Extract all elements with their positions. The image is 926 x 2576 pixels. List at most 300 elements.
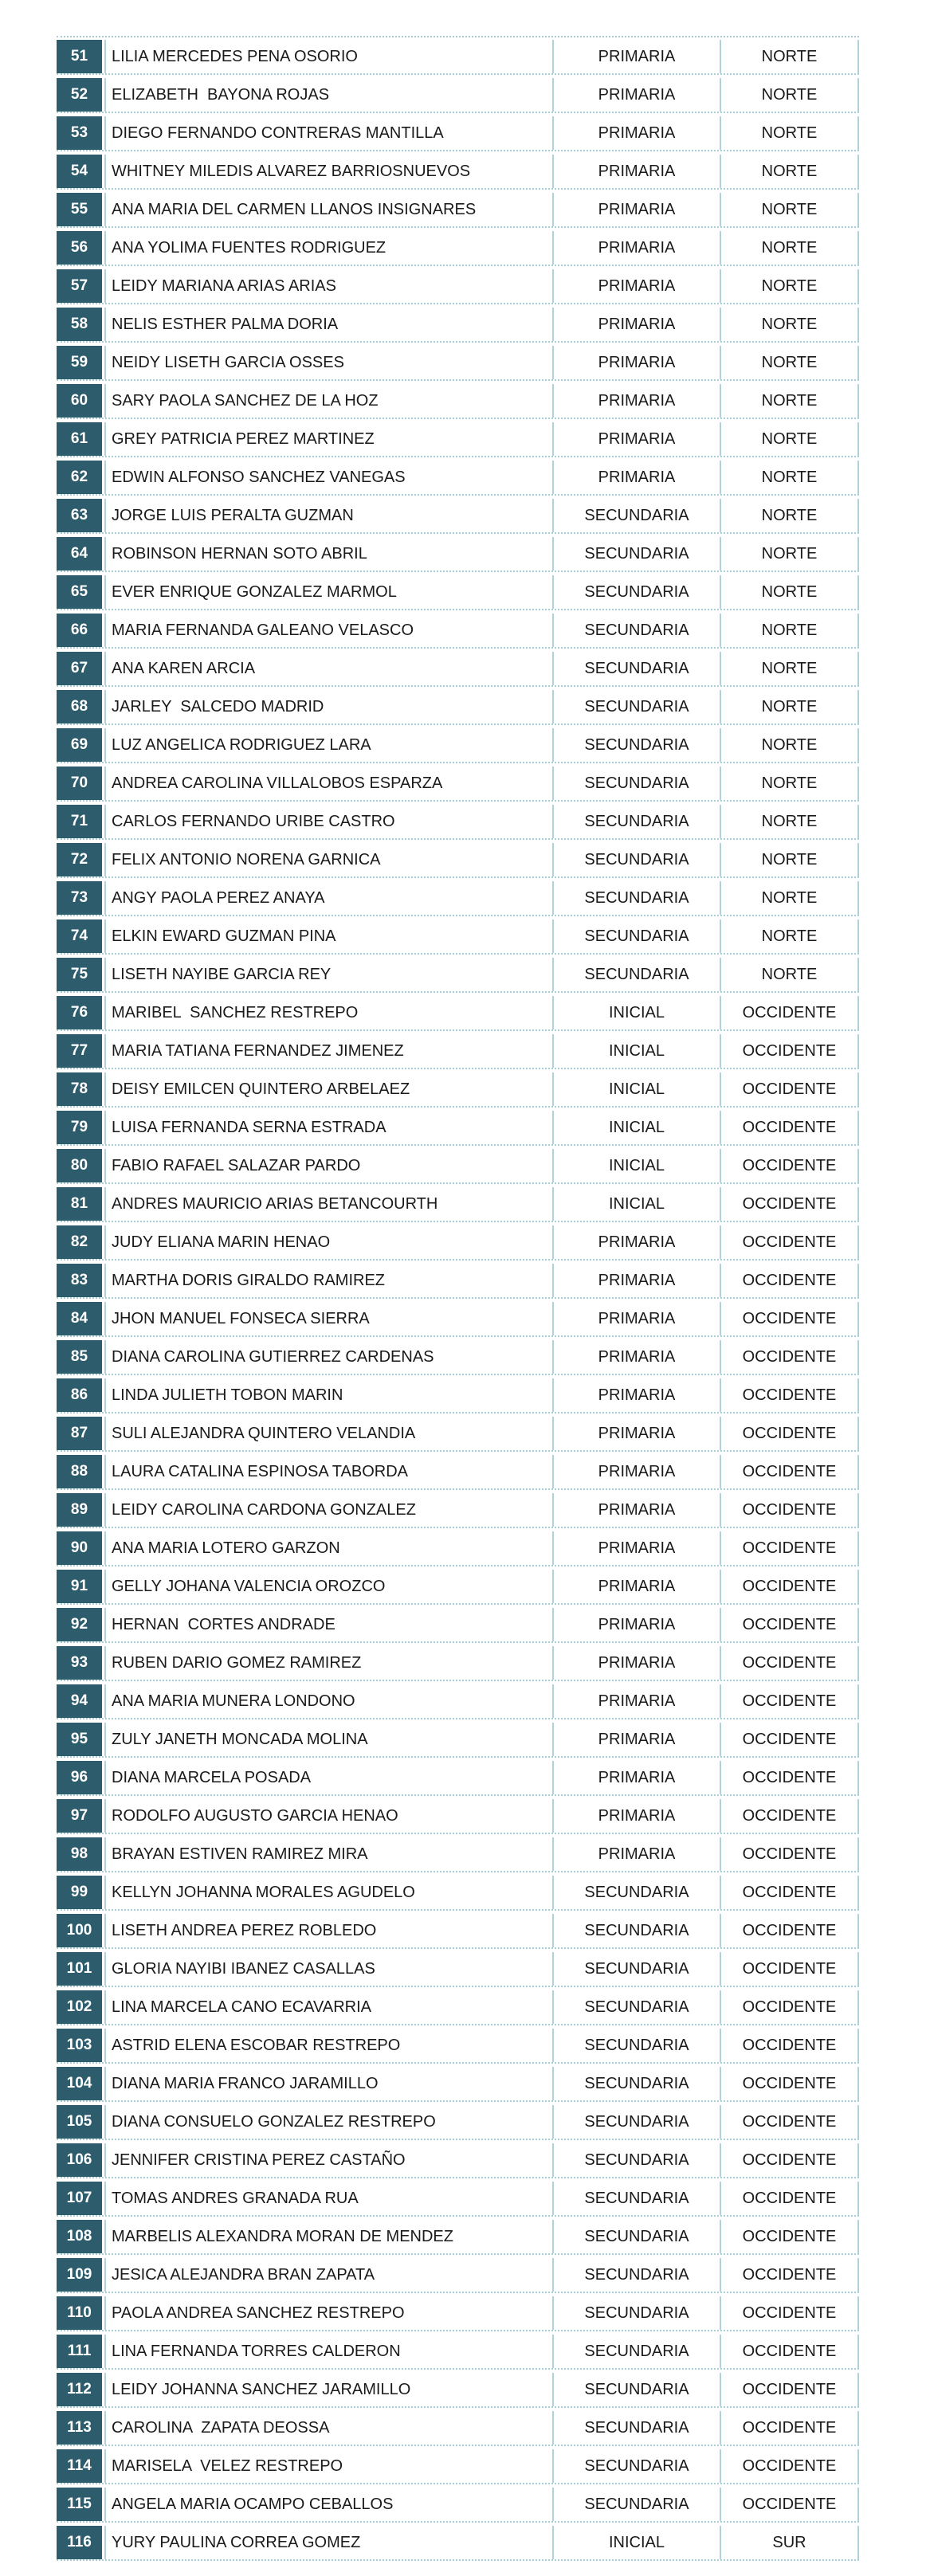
row-region-cell: OCCIDENTE — [720, 1914, 859, 1947]
row-name-cell: ANA YOLIMA FUENTES RODRIGUEZ — [104, 231, 552, 265]
row-name-cell: GELLY JOHANA VALENCIA OROZCO — [104, 1570, 552, 1603]
row-region-cell: NORTE — [720, 40, 859, 73]
row-name-cell: MARIA TATIANA FERNANDEZ JIMENEZ — [104, 1034, 552, 1068]
table-row — [57, 499, 859, 534]
row-name-cell: ANA KAREN ARCIA — [104, 652, 552, 685]
row-number-cell: 73 — [57, 881, 102, 915]
row-name-cell: DIANA CAROLINA GUTIERREZ CARDENAS — [104, 1340, 552, 1374]
row-number-cell: 65 — [57, 575, 102, 609]
row-level-cell: PRIMARIA — [552, 40, 720, 73]
table-row — [57, 422, 859, 457]
row-name-cell: LAURA CATALINA ESPINOSA TABORDA — [104, 1455, 552, 1488]
row-region-cell: NORTE — [720, 767, 859, 800]
row-number-cell: 102 — [57, 1990, 102, 2024]
row-name-cell: GREY PATRICIA PEREZ MARTINEZ — [104, 422, 552, 456]
row-level-cell: SECUNDARIA — [552, 919, 720, 953]
row-name-cell: MARTHA DORIS GIRALDO RAMIREZ — [104, 1264, 552, 1297]
row-region-cell: OCCIDENTE — [720, 2029, 859, 2062]
table-row — [57, 1417, 859, 1452]
row-level-cell: SECUNDARIA — [552, 881, 720, 915]
row-region-cell: OCCIDENTE — [720, 1876, 859, 1909]
row-name-cell: DIEGO FERNANDO CONTRERAS MANTILLA — [104, 116, 552, 150]
row-name-cell: ASTRID ELENA ESCOBAR RESTREPO — [104, 2029, 552, 2062]
table-row — [57, 614, 859, 649]
table-row — [57, 1646, 859, 1681]
row-region-cell: NORTE — [720, 843, 859, 876]
row-number-cell: 68 — [57, 690, 102, 723]
table-row — [57, 652, 859, 687]
row-region-cell: OCCIDENTE — [720, 1493, 859, 1527]
table-row — [57, 767, 859, 802]
table-row — [57, 2526, 859, 2561]
row-region-cell: NORTE — [720, 958, 859, 991]
table-row — [57, 231, 859, 266]
row-level-cell: INICIAL — [552, 1111, 720, 1144]
row-level-cell: PRIMARIA — [552, 1340, 720, 1374]
table-row — [57, 2411, 859, 2446]
table-row — [57, 193, 859, 228]
row-name-cell: GLORIA NAYIBI IBANEZ CASALLAS — [104, 1952, 552, 1986]
row-level-cell: SECUNDARIA — [552, 2029, 720, 2062]
row-number-cell: 78 — [57, 1072, 102, 1106]
row-name-cell: TOMAS ANDRES GRANADA RUA — [104, 2182, 552, 2215]
row-number-cell: 56 — [57, 231, 102, 265]
row-region-cell: OCCIDENTE — [720, 1149, 859, 1182]
row-level-cell: INICIAL — [552, 1187, 720, 1221]
row-region-cell: NORTE — [720, 116, 859, 150]
row-name-cell: JUDY ELIANA MARIN HENAO — [104, 1225, 552, 1259]
row-name-cell: ANA MARIA DEL CARMEN LLANOS INSIGNARES — [104, 193, 552, 226]
row-level-cell: PRIMARIA — [552, 1493, 720, 1527]
row-number-cell: 85 — [57, 1340, 102, 1374]
row-name-cell: ANA MARIA MUNERA LONDONO — [104, 1684, 552, 1718]
table-row — [57, 1493, 859, 1528]
table-row — [57, 1455, 859, 1490]
row-level-cell: SECUNDARIA — [552, 537, 720, 570]
row-number-cell: 105 — [57, 2105, 102, 2139]
row-number-cell: 94 — [57, 1684, 102, 1718]
table-row — [57, 1034, 859, 1069]
row-number-cell: 89 — [57, 1493, 102, 1527]
row-level-cell: PRIMARIA — [552, 1455, 720, 1488]
table-row — [57, 881, 859, 916]
row-level-cell: SECUNDARIA — [552, 1876, 720, 1909]
row-region-cell: NORTE — [720, 805, 859, 838]
table-row — [57, 690, 859, 725]
row-number-cell: 111 — [57, 2335, 102, 2368]
table-row — [57, 728, 859, 763]
table-row — [57, 2029, 859, 2064]
row-number-cell: 70 — [57, 767, 102, 800]
row-level-cell: INICIAL — [552, 996, 720, 1029]
row-name-cell: CAROLINA ZAPATA DEOSSA — [104, 2411, 552, 2445]
row-number-cell: 54 — [57, 155, 102, 188]
row-number-cell: 95 — [57, 1723, 102, 1756]
row-number-cell: 64 — [57, 537, 102, 570]
table-row — [57, 1264, 859, 1299]
row-name-cell: NEIDY LISETH GARCIA OSSES — [104, 346, 552, 379]
table-row — [57, 1723, 859, 1758]
row-level-cell: SECUNDARIA — [552, 614, 720, 647]
row-level-cell: SECUNDARIA — [552, 652, 720, 685]
row-region-cell: NORTE — [720, 499, 859, 532]
row-number-cell: 61 — [57, 422, 102, 456]
row-level-cell: SECUNDARIA — [552, 690, 720, 723]
row-name-cell: LINA MARCELA CANO ECAVARRIA — [104, 1990, 552, 2024]
row-level-cell: SECUNDARIA — [552, 575, 720, 609]
row-region-cell: OCCIDENTE — [720, 1570, 859, 1603]
row-region-cell: NORTE — [720, 537, 859, 570]
row-number-cell: 60 — [57, 384, 102, 418]
row-name-cell: YURY PAULINA CORREA GOMEZ — [104, 2526, 552, 2559]
row-number-cell: 74 — [57, 919, 102, 953]
row-name-cell: ZULY JANETH MONCADA MOLINA — [104, 1723, 552, 1756]
row-name-cell: ANDRES MAURICIO ARIAS BETANCOURTH — [104, 1187, 552, 1221]
row-number-cell: 99 — [57, 1876, 102, 1909]
row-region-cell: OCCIDENTE — [720, 2373, 859, 2406]
row-level-cell: SECUNDARIA — [552, 2488, 720, 2521]
row-region-cell: NORTE — [720, 690, 859, 723]
row-level-cell: PRIMARIA — [552, 1723, 720, 1756]
row-name-cell: LILIA MERCEDES PENA OSORIO — [104, 40, 552, 73]
row-level-cell: SECUNDARIA — [552, 958, 720, 991]
row-name-cell: LINA FERNANDA TORRES CALDERON — [104, 2335, 552, 2368]
row-number-cell: 69 — [57, 728, 102, 762]
roster-table — [57, 36, 859, 2564]
row-region-cell: OCCIDENTE — [720, 1302, 859, 1335]
row-number-cell: 91 — [57, 1570, 102, 1603]
row-region-cell: OCCIDENTE — [720, 1646, 859, 1680]
row-level-cell: PRIMARIA — [552, 346, 720, 379]
table-row — [57, 1876, 859, 1911]
table-row — [57, 996, 859, 1031]
row-name-cell: ROBINSON HERNAN SOTO ABRIL — [104, 537, 552, 570]
row-name-cell: LINDA JULIETH TOBON MARIN — [104, 1378, 552, 1412]
row-level-cell: PRIMARIA — [552, 1799, 720, 1833]
row-region-cell: OCCIDENTE — [720, 1455, 859, 1488]
row-number-cell: 116 — [57, 2526, 102, 2559]
row-name-cell: LISETH ANDREA PEREZ ROBLEDO — [104, 1914, 552, 1947]
row-region-cell: NORTE — [720, 346, 859, 379]
row-number-cell: 110 — [57, 2296, 102, 2330]
row-level-cell: PRIMARIA — [552, 1225, 720, 1259]
row-level-cell: SECUNDARIA — [552, 767, 720, 800]
table-row — [57, 1952, 859, 1987]
row-level-cell: SECUNDARIA — [552, 2143, 720, 2177]
table-row — [57, 40, 859, 75]
row-name-cell: CARLOS FERNANDO URIBE CASTRO — [104, 805, 552, 838]
table-row — [57, 843, 859, 878]
row-region-cell: NORTE — [720, 575, 859, 609]
row-region-cell: OCCIDENTE — [720, 1225, 859, 1259]
row-region-cell: SUR — [720, 2526, 859, 2559]
row-name-cell: DIANA MARCELA POSADA — [104, 1761, 552, 1794]
row-name-cell: LUZ ANGELICA RODRIGUEZ LARA — [104, 728, 552, 762]
row-region-cell: NORTE — [720, 78, 859, 112]
row-name-cell: NELIS ESTHER PALMA DORIA — [104, 308, 552, 341]
row-level-cell: SECUNDARIA — [552, 2296, 720, 2330]
table-row — [57, 384, 859, 419]
row-name-cell: RUBEN DARIO GOMEZ RAMIREZ — [104, 1646, 552, 1680]
row-name-cell: JENNIFER CRISTINA PEREZ CASTAÑO — [104, 2143, 552, 2177]
row-name-cell: ANGY PAOLA PEREZ ANAYA — [104, 881, 552, 915]
row-number-cell: 104 — [57, 2067, 102, 2100]
table-row — [57, 2449, 859, 2484]
row-name-cell: LUISA FERNANDA SERNA ESTRADA — [104, 1111, 552, 1144]
row-name-cell: FELIX ANTONIO NORENA GARNICA — [104, 843, 552, 876]
row-level-cell: PRIMARIA — [552, 193, 720, 226]
row-level-cell: SECUNDARIA — [552, 2335, 720, 2368]
row-name-cell: ELIZABETH BAYONA ROJAS — [104, 78, 552, 112]
row-region-cell: NORTE — [720, 155, 859, 188]
row-region-cell: OCCIDENTE — [720, 2296, 859, 2330]
table-row — [57, 78, 859, 113]
table-row — [57, 958, 859, 993]
table-row — [57, 1837, 859, 1872]
row-number-cell: 82 — [57, 1225, 102, 1259]
row-region-cell: OCCIDENTE — [720, 2258, 859, 2292]
table-row — [57, 2220, 859, 2255]
row-name-cell: DEISY EMILCEN QUINTERO ARBELAEZ — [104, 1072, 552, 1106]
row-name-cell: ANDREA CAROLINA VILLALOBOS ESPARZA — [104, 767, 552, 800]
row-region-cell: NORTE — [720, 919, 859, 953]
row-number-cell: 77 — [57, 1034, 102, 1068]
row-region-cell: NORTE — [720, 231, 859, 265]
row-region-cell: OCCIDENTE — [720, 1723, 859, 1756]
table-row — [57, 308, 859, 343]
row-level-cell: SECUNDARIA — [552, 1990, 720, 2024]
row-region-cell: NORTE — [720, 652, 859, 685]
row-number-cell: 86 — [57, 1378, 102, 1412]
row-region-cell: OCCIDENTE — [720, 2182, 859, 2215]
table-row — [57, 1340, 859, 1375]
row-number-cell: 103 — [57, 2029, 102, 2062]
row-number-cell: 62 — [57, 461, 102, 494]
row-level-cell: PRIMARIA — [552, 1417, 720, 1450]
row-number-cell: 51 — [57, 40, 102, 73]
row-name-cell: MARIBEL SANCHEZ RESTREPO — [104, 996, 552, 1029]
row-name-cell: LISETH NAYIBE GARCIA REY — [104, 958, 552, 991]
row-level-cell: INICIAL — [552, 1072, 720, 1106]
row-number-cell: 113 — [57, 2411, 102, 2445]
table-row — [57, 1608, 859, 1643]
row-level-cell: PRIMARIA — [552, 308, 720, 341]
table-row — [57, 805, 859, 840]
row-number-cell: 107 — [57, 2182, 102, 2215]
row-level-cell: SECUNDARIA — [552, 2411, 720, 2445]
row-level-cell: SECUNDARIA — [552, 2067, 720, 2100]
row-number-cell: 108 — [57, 2220, 102, 2253]
table-row — [57, 2373, 859, 2408]
row-level-cell: PRIMARIA — [552, 155, 720, 188]
row-name-cell: DIANA CONSUELO GONZALEZ RESTREPO — [104, 2105, 552, 2139]
row-region-cell: OCCIDENTE — [720, 2488, 859, 2521]
row-name-cell: KELLYN JOHANNA MORALES AGUDELO — [104, 1876, 552, 1909]
row-level-cell: PRIMARIA — [552, 1302, 720, 1335]
row-region-cell: OCCIDENTE — [720, 1187, 859, 1221]
row-region-cell: OCCIDENTE — [720, 1072, 859, 1106]
row-number-cell: 98 — [57, 1837, 102, 1871]
table-row — [57, 1799, 859, 1834]
row-name-cell: JARLEY SALCEDO MADRID — [104, 690, 552, 723]
row-number-cell: 58 — [57, 308, 102, 341]
row-name-cell: SULI ALEJANDRA QUINTERO VELANDIA — [104, 1417, 552, 1450]
row-level-cell: PRIMARIA — [552, 116, 720, 150]
row-region-cell: NORTE — [720, 308, 859, 341]
row-number-cell: 109 — [57, 2258, 102, 2292]
row-number-cell: 66 — [57, 614, 102, 647]
row-level-cell: PRIMARIA — [552, 1837, 720, 1871]
row-level-cell: PRIMARIA — [552, 1378, 720, 1412]
row-region-cell: NORTE — [720, 269, 859, 303]
row-level-cell: SECUNDARIA — [552, 2373, 720, 2406]
row-number-cell: 96 — [57, 1761, 102, 1794]
row-name-cell: ANGELA MARIA OCAMPO CEBALLOS — [104, 2488, 552, 2521]
row-region-cell: OCCIDENTE — [720, 1952, 859, 1986]
table-row — [57, 537, 859, 572]
row-number-cell: 52 — [57, 78, 102, 112]
row-number-cell: 100 — [57, 1914, 102, 1947]
row-level-cell: PRIMARIA — [552, 384, 720, 418]
row-level-cell: PRIMARIA — [552, 269, 720, 303]
row-number-cell: 57 — [57, 269, 102, 303]
table-row — [57, 2488, 859, 2523]
row-name-cell: ANA MARIA LOTERO GARZON — [104, 1531, 552, 1565]
row-level-cell: SECUNDARIA — [552, 499, 720, 532]
row-region-cell: OCCIDENTE — [720, 1340, 859, 1374]
row-number-cell: 67 — [57, 652, 102, 685]
row-number-cell: 93 — [57, 1646, 102, 1680]
table-row — [57, 155, 859, 190]
table-row — [57, 1187, 859, 1222]
table-row — [57, 1914, 859, 1949]
row-number-cell: 59 — [57, 346, 102, 379]
table-row — [57, 1378, 859, 1413]
row-region-cell: NORTE — [720, 881, 859, 915]
table-row — [57, 919, 859, 955]
row-name-cell: EDWIN ALFONSO SANCHEZ VANEGAS — [104, 461, 552, 494]
row-level-cell: PRIMARIA — [552, 1608, 720, 1641]
row-level-cell: INICIAL — [552, 1034, 720, 1068]
row-number-cell: 92 — [57, 1608, 102, 1641]
row-level-cell: SECUNDARIA — [552, 2220, 720, 2253]
row-region-cell: OCCIDENTE — [720, 1417, 859, 1450]
row-region-cell: OCCIDENTE — [720, 996, 859, 1029]
table-row — [57, 1072, 859, 1108]
row-number-cell: 71 — [57, 805, 102, 838]
table-row — [57, 2105, 859, 2140]
row-number-cell: 101 — [57, 1952, 102, 1986]
row-level-cell: PRIMARIA — [552, 1570, 720, 1603]
row-region-cell: OCCIDENTE — [720, 1608, 859, 1641]
row-level-cell: INICIAL — [552, 1149, 720, 1182]
row-number-cell: 87 — [57, 1417, 102, 1450]
row-level-cell: PRIMARIA — [552, 1646, 720, 1680]
row-region-cell: OCCIDENTE — [720, 1531, 859, 1565]
row-level-cell: PRIMARIA — [552, 78, 720, 112]
row-number-cell: 79 — [57, 1111, 102, 1144]
row-level-cell: SECUNDARIA — [552, 2105, 720, 2139]
row-name-cell: RODOLFO AUGUSTO GARCIA HENAO — [104, 1799, 552, 1833]
row-region-cell: NORTE — [720, 728, 859, 762]
row-name-cell: EVER ENRIQUE GONZALEZ MARMOL — [104, 575, 552, 609]
row-level-cell: SECUNDARIA — [552, 2258, 720, 2292]
row-region-cell: OCCIDENTE — [720, 1378, 859, 1412]
row-name-cell: MARIA FERNANDA GALEANO VELASCO — [104, 614, 552, 647]
row-number-cell: 88 — [57, 1455, 102, 1488]
table-row — [57, 2335, 859, 2370]
row-name-cell: BRAYAN ESTIVEN RAMIREZ MIRA — [104, 1837, 552, 1871]
row-name-cell: PAOLA ANDREA SANCHEZ RESTREPO — [104, 2296, 552, 2330]
row-number-cell: 53 — [57, 116, 102, 150]
row-level-cell: SECUNDARIA — [552, 805, 720, 838]
row-name-cell: LEIDY CAROLINA CARDONA GONZALEZ — [104, 1493, 552, 1527]
row-name-cell: HERNAN CORTES ANDRADE — [104, 1608, 552, 1641]
row-region-cell: OCCIDENTE — [720, 2449, 859, 2483]
row-name-cell: DIANA MARIA FRANCO JARAMILLO — [104, 2067, 552, 2100]
row-level-cell: SECUNDARIA — [552, 2449, 720, 2483]
row-name-cell: FABIO RAFAEL SALAZAR PARDO — [104, 1149, 552, 1182]
row-number-cell: 106 — [57, 2143, 102, 2177]
row-name-cell: MARBELIS ALEXANDRA MORAN DE MENDEZ — [104, 2220, 552, 2253]
row-region-cell: OCCIDENTE — [720, 2335, 859, 2368]
table-row — [57, 1990, 859, 2025]
row-number-cell: 114 — [57, 2449, 102, 2483]
table-row — [57, 1570, 859, 1605]
row-region-cell: OCCIDENTE — [720, 2105, 859, 2139]
table-row — [57, 2182, 859, 2217]
row-region-cell: OCCIDENTE — [720, 1264, 859, 1297]
row-name-cell: JHON MANUEL FONSECA SIERRA — [104, 1302, 552, 1335]
row-name-cell: JORGE LUIS PERALTA GUZMAN — [104, 499, 552, 532]
table-row — [57, 346, 859, 381]
row-number-cell: 76 — [57, 996, 102, 1029]
table-row — [57, 1761, 859, 1796]
row-number-cell: 83 — [57, 1264, 102, 1297]
table-row — [57, 461, 859, 496]
row-level-cell: PRIMARIA — [552, 1684, 720, 1718]
row-region-cell: OCCIDENTE — [720, 1761, 859, 1794]
row-region-cell: OCCIDENTE — [720, 1990, 859, 2024]
row-level-cell: SECUNDARIA — [552, 1952, 720, 1986]
row-region-cell: OCCIDENTE — [720, 1837, 859, 1871]
row-number-cell: 55 — [57, 193, 102, 226]
row-region-cell: OCCIDENTE — [720, 2067, 859, 2100]
table-row — [57, 1684, 859, 1719]
row-region-cell: NORTE — [720, 461, 859, 494]
table-row — [57, 1111, 859, 1146]
row-number-cell: 84 — [57, 1302, 102, 1335]
row-name-cell: SARY PAOLA SANCHEZ DE LA HOZ — [104, 384, 552, 418]
row-name-cell: LEIDY MARIANA ARIAS ARIAS — [104, 269, 552, 303]
row-region-cell: NORTE — [720, 384, 859, 418]
row-name-cell: ELKIN EWARD GUZMAN PINA — [104, 919, 552, 953]
table-row — [57, 269, 859, 304]
row-number-cell: 75 — [57, 958, 102, 991]
row-region-cell: OCCIDENTE — [720, 1799, 859, 1833]
row-number-cell: 115 — [57, 2488, 102, 2521]
table-row — [57, 116, 859, 151]
row-region-cell: OCCIDENTE — [720, 1684, 859, 1718]
row-level-cell: PRIMARIA — [552, 1264, 720, 1297]
row-level-cell: SECUNDARIA — [552, 728, 720, 762]
row-level-cell: SECUNDARIA — [552, 1914, 720, 1947]
row-region-cell: NORTE — [720, 193, 859, 226]
row-region-cell: OCCIDENTE — [720, 2143, 859, 2177]
table-row — [57, 1149, 859, 1184]
row-region-cell: OCCIDENTE — [720, 2411, 859, 2445]
table-row — [57, 1531, 859, 1566]
